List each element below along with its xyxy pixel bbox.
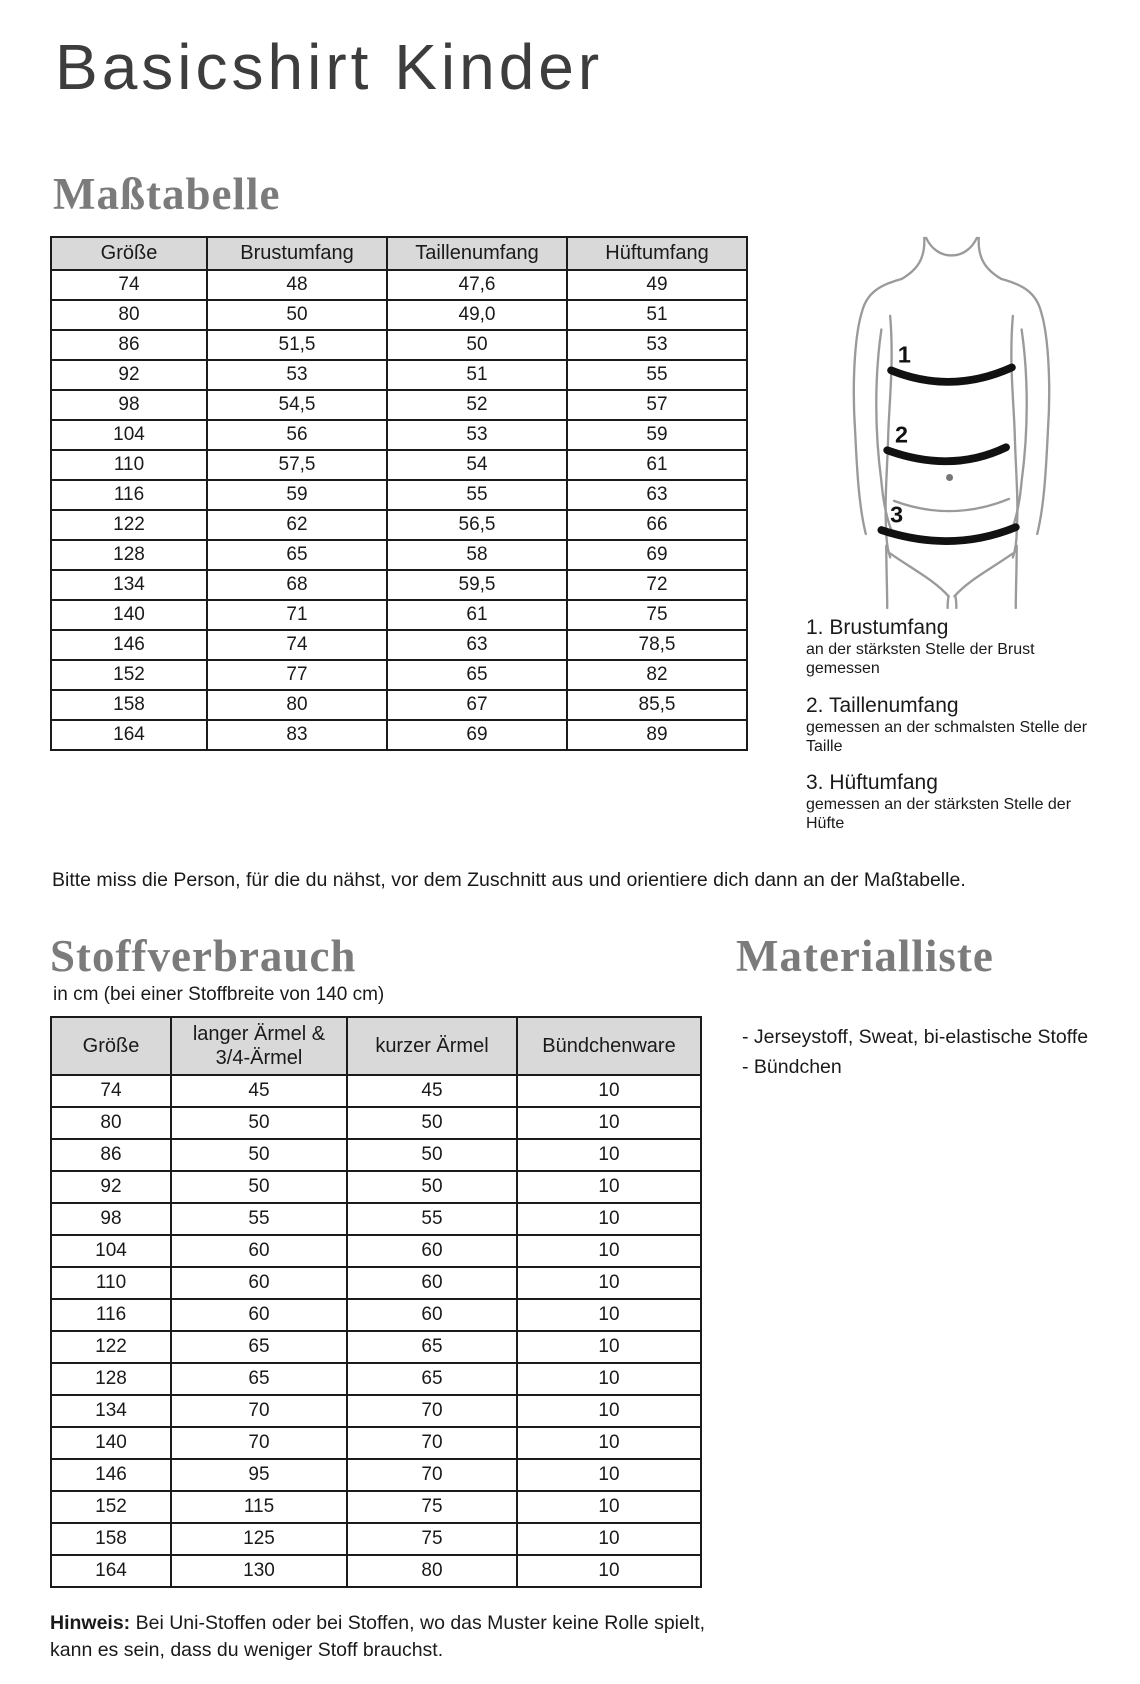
table-cell: 55 bbox=[387, 480, 567, 510]
table-cell: 10 bbox=[517, 1523, 701, 1555]
table-cell: 60 bbox=[171, 1299, 347, 1331]
table-cell: 60 bbox=[171, 1267, 347, 1299]
table-cell: 66 bbox=[567, 510, 747, 540]
table-cell: 70 bbox=[171, 1427, 347, 1459]
table-cell: 67 bbox=[387, 690, 567, 720]
table-cell: 140 bbox=[51, 1427, 171, 1459]
table-cell: 48 bbox=[207, 270, 387, 300]
band-label-3: 3 bbox=[889, 501, 903, 528]
table-cell: 53 bbox=[207, 360, 387, 390]
column-header: Hüftumfang bbox=[567, 237, 747, 270]
table-cell: 86 bbox=[51, 1139, 171, 1171]
table-cell: 59 bbox=[207, 480, 387, 510]
table-row bbox=[51, 360, 747, 390]
material-list-column bbox=[736, 930, 1096, 1082]
table-cell: 85,5 bbox=[567, 690, 747, 720]
legend-item-hueftumfang bbox=[806, 771, 1106, 834]
table-cell: 50 bbox=[347, 1107, 517, 1139]
table-cell: 60 bbox=[347, 1267, 517, 1299]
legend-title: 2. Taillenumfang bbox=[806, 693, 959, 717]
table-row bbox=[51, 630, 747, 660]
section-heading-stoffverbrauch: Stoffverbrauch bbox=[50, 930, 357, 981]
body-measurement-illustration bbox=[829, 236, 1074, 608]
fabric-usage-subtitle: in cm (bei einer Stoffbreite von 140 cm) bbox=[53, 983, 385, 1005]
table-cell: 60 bbox=[347, 1299, 517, 1331]
table-cell: 10 bbox=[517, 1363, 701, 1395]
table-cell: 69 bbox=[567, 540, 747, 570]
table-cell: 53 bbox=[567, 330, 747, 360]
table-row bbox=[51, 690, 747, 720]
table-row bbox=[51, 1299, 701, 1331]
table-cell: 10 bbox=[517, 1427, 701, 1459]
table-cell: 92 bbox=[51, 1171, 171, 1203]
fabric-usage-table-header bbox=[51, 1017, 701, 1075]
table-cell: 65 bbox=[207, 540, 387, 570]
table-cell: 80 bbox=[207, 690, 387, 720]
table-cell: 10 bbox=[517, 1331, 701, 1363]
table-cell: 50 bbox=[207, 300, 387, 330]
table-cell: 45 bbox=[171, 1075, 347, 1107]
table-cell: 10 bbox=[517, 1107, 701, 1139]
column-header: Größe bbox=[51, 1017, 171, 1075]
hinweis-label: Hinweis: bbox=[50, 1611, 131, 1634]
legend-description: an der stärksten Stelle der Brust gemessen bbox=[806, 641, 1035, 678]
table-cell: 74 bbox=[207, 630, 387, 660]
table-cell: 10 bbox=[517, 1459, 701, 1491]
table-row bbox=[51, 570, 747, 600]
legend-description: gemessen an der stärksten Stelle der Hüfte bbox=[806, 796, 1072, 833]
table-row bbox=[51, 1235, 701, 1267]
table-cell: 83 bbox=[207, 720, 387, 750]
size-table-body bbox=[51, 270, 747, 750]
page-title: Basicshirt Kinder bbox=[55, 31, 604, 103]
table-cell: 158 bbox=[51, 1523, 171, 1555]
table-cell: 115 bbox=[171, 1491, 347, 1523]
table-cell: 10 bbox=[517, 1075, 701, 1107]
fabric-usage-table-body bbox=[51, 1075, 701, 1587]
column-header: Taillenumfang bbox=[387, 237, 567, 270]
table-row bbox=[51, 600, 747, 630]
table-cell: 10 bbox=[517, 1555, 701, 1587]
table-cell: 128 bbox=[51, 540, 207, 570]
fabric-usage-table bbox=[50, 1016, 702, 1588]
table-row bbox=[51, 1491, 701, 1523]
table-row bbox=[51, 1459, 701, 1491]
table-row bbox=[51, 1331, 701, 1363]
table-row bbox=[51, 720, 747, 750]
column-header: Brustumfang bbox=[207, 237, 387, 270]
hinweis-note bbox=[50, 1610, 742, 1665]
table-cell: 104 bbox=[51, 1235, 171, 1267]
table-cell: 116 bbox=[51, 480, 207, 510]
table-cell: 10 bbox=[517, 1171, 701, 1203]
table-cell: 55 bbox=[347, 1203, 517, 1235]
lower-section bbox=[0, 930, 1140, 1684]
table-cell: 10 bbox=[517, 1267, 701, 1299]
table-cell: 50 bbox=[347, 1171, 517, 1203]
table-cell: 82 bbox=[567, 660, 747, 690]
table-cell: 95 bbox=[171, 1459, 347, 1491]
fabric-usage-column bbox=[50, 930, 710, 1684]
table-cell: 60 bbox=[347, 1235, 517, 1267]
table-cell: 54,5 bbox=[207, 390, 387, 420]
table-row bbox=[51, 1139, 701, 1171]
legend-title: 1. Brustumfang bbox=[806, 616, 949, 639]
table-cell: 152 bbox=[51, 660, 207, 690]
hip-measure-band bbox=[881, 527, 1015, 541]
table-cell: 104 bbox=[51, 420, 207, 450]
table-row bbox=[51, 390, 747, 420]
table-cell: 65 bbox=[387, 660, 567, 690]
table-cell: 50 bbox=[387, 330, 567, 360]
table-row bbox=[51, 1395, 701, 1427]
table-cell: 50 bbox=[171, 1171, 347, 1203]
table-cell: 58 bbox=[387, 540, 567, 570]
measurement-section bbox=[0, 236, 1140, 849]
size-table-header bbox=[51, 237, 747, 270]
table-cell: 60 bbox=[171, 1235, 347, 1267]
band-label-1: 1 bbox=[897, 341, 911, 368]
table-cell: 98 bbox=[51, 390, 207, 420]
column-header: kurzer Ärmel bbox=[347, 1017, 517, 1075]
table-cell: 80 bbox=[51, 1107, 171, 1139]
table-cell: 80 bbox=[347, 1555, 517, 1587]
table-cell: 50 bbox=[171, 1139, 347, 1171]
table-cell: 10 bbox=[517, 1491, 701, 1523]
header-row bbox=[51, 237, 747, 270]
table-cell: 62 bbox=[207, 510, 387, 540]
table-cell: 63 bbox=[567, 480, 747, 510]
table-row bbox=[51, 1107, 701, 1139]
table-cell: 51,5 bbox=[207, 330, 387, 360]
table-cell: 10 bbox=[517, 1203, 701, 1235]
table-cell: 75 bbox=[347, 1523, 517, 1555]
table-row bbox=[51, 450, 747, 480]
table-row bbox=[51, 1363, 701, 1395]
table-cell: 110 bbox=[51, 450, 207, 480]
table-row bbox=[51, 510, 747, 540]
table-cell: 10 bbox=[517, 1235, 701, 1267]
legend-description: gemessen an der schmalsten Stelle der Taille bbox=[806, 718, 1088, 755]
table-cell: 57 bbox=[567, 390, 747, 420]
table-cell: 69 bbox=[387, 720, 567, 750]
table-row bbox=[51, 300, 747, 330]
table-cell: 146 bbox=[51, 630, 207, 660]
waist-measure-band bbox=[887, 447, 1006, 461]
table-cell: 65 bbox=[171, 1363, 347, 1395]
table-row bbox=[51, 1203, 701, 1235]
measurement-note: Bitte miss die Person, für die du nähst, vor dem Zuschnitt aus und orientiere dich dann an der Maßtabelle. bbox=[52, 868, 966, 891]
table-row bbox=[51, 1555, 701, 1587]
table-cell: 86 bbox=[51, 330, 207, 360]
band-label-2: 2 bbox=[894, 421, 908, 448]
table-cell: 70 bbox=[347, 1427, 517, 1459]
table-cell: 134 bbox=[51, 1395, 171, 1427]
table-cell: 110 bbox=[51, 1267, 171, 1299]
legend-title: 3. Hüftumfang bbox=[806, 771, 938, 795]
table-cell: 80 bbox=[51, 300, 207, 330]
material-list-item: - Bündchen bbox=[742, 1055, 842, 1078]
table-cell: 128 bbox=[51, 1363, 171, 1395]
material-list-item: - Jerseystoff, Sweat, bi-elastische Stoffe bbox=[742, 1025, 1089, 1048]
table-cell: 10 bbox=[517, 1299, 701, 1331]
table-cell: 56 bbox=[207, 420, 387, 450]
table-cell: 116 bbox=[51, 1299, 171, 1331]
table-row bbox=[51, 1171, 701, 1203]
table-cell: 164 bbox=[51, 720, 207, 750]
legend-item-taillenumfang bbox=[806, 694, 1106, 757]
table-cell: 59 bbox=[567, 420, 747, 450]
table-cell: 56,5 bbox=[387, 510, 567, 540]
table-cell: 70 bbox=[347, 1459, 517, 1491]
navel-dot bbox=[946, 474, 953, 481]
table-cell: 74 bbox=[51, 270, 207, 300]
column-header: langer Ärmel & 3/4-Ärmel bbox=[171, 1017, 347, 1075]
table-cell: 134 bbox=[51, 570, 207, 600]
measurement-legend bbox=[796, 616, 1106, 834]
table-cell: 49 bbox=[567, 270, 747, 300]
table-cell: 125 bbox=[171, 1523, 347, 1555]
table-cell: 158 bbox=[51, 690, 207, 720]
table-cell: 52 bbox=[387, 390, 567, 420]
table-cell: 65 bbox=[347, 1331, 517, 1363]
table-cell: 75 bbox=[567, 600, 747, 630]
table-row bbox=[51, 1427, 701, 1459]
table-cell: 51 bbox=[567, 300, 747, 330]
table-cell: 50 bbox=[347, 1139, 517, 1171]
table-cell: 63 bbox=[387, 630, 567, 660]
chest-measure-band bbox=[891, 367, 1012, 381]
table-cell: 55 bbox=[171, 1203, 347, 1235]
table-cell: 55 bbox=[567, 360, 747, 390]
table-cell: 49,0 bbox=[387, 300, 567, 330]
table-row bbox=[51, 420, 747, 450]
table-cell: 140 bbox=[51, 600, 207, 630]
table-cell: 61 bbox=[567, 450, 747, 480]
table-cell: 77 bbox=[207, 660, 387, 690]
table-cell: 78,5 bbox=[567, 630, 747, 660]
table-cell: 59,5 bbox=[387, 570, 567, 600]
section-heading-masstabelle: Maßtabelle bbox=[53, 169, 281, 219]
table-row bbox=[51, 270, 747, 300]
table-cell: 152 bbox=[51, 1491, 171, 1523]
table-cell: 57,5 bbox=[207, 450, 387, 480]
table-cell: 47,6 bbox=[387, 270, 567, 300]
table-cell: 164 bbox=[51, 1555, 171, 1587]
table-row bbox=[51, 330, 747, 360]
table-cell: 70 bbox=[347, 1395, 517, 1427]
table-row bbox=[51, 540, 747, 570]
table-row bbox=[51, 1267, 701, 1299]
table-cell: 130 bbox=[171, 1555, 347, 1587]
section-heading-materialliste: Materialliste bbox=[736, 930, 994, 981]
size-table bbox=[50, 236, 748, 751]
table-row bbox=[51, 1075, 701, 1107]
table-cell: 71 bbox=[207, 600, 387, 630]
table-cell: 146 bbox=[51, 1459, 171, 1491]
material-list bbox=[736, 1022, 1096, 1082]
table-cell: 61 bbox=[387, 600, 567, 630]
table-cell: 10 bbox=[517, 1139, 701, 1171]
measurement-figure-column bbox=[796, 236, 1106, 849]
table-cell: 50 bbox=[171, 1107, 347, 1139]
table-cell: 89 bbox=[567, 720, 747, 750]
hinweis-text: Bei Uni-Stoffen oder bei Stoffen, wo das Muster keine Rolle spielt, kann es sein, dass du weniger Stoff brauchst. bbox=[50, 1611, 706, 1661]
table-cell: 122 bbox=[51, 1331, 171, 1363]
table-cell: 45 bbox=[347, 1075, 517, 1107]
table-cell: 122 bbox=[51, 510, 207, 540]
table-cell: 98 bbox=[51, 1203, 171, 1235]
table-cell: 68 bbox=[207, 570, 387, 600]
table-cell: 10 bbox=[517, 1395, 701, 1427]
table-cell: 74 bbox=[51, 1075, 171, 1107]
column-header: Größe bbox=[51, 237, 207, 270]
table-cell: 51 bbox=[387, 360, 567, 390]
header-row bbox=[51, 1017, 701, 1075]
table-cell: 53 bbox=[387, 420, 567, 450]
table-cell: 75 bbox=[347, 1491, 517, 1523]
table-row bbox=[51, 480, 747, 510]
table-cell: 65 bbox=[171, 1331, 347, 1363]
table-row bbox=[51, 1523, 701, 1555]
table-cell: 54 bbox=[387, 450, 567, 480]
table-cell: 65 bbox=[347, 1363, 517, 1395]
legend-item-brustumfang bbox=[806, 616, 1106, 679]
table-row bbox=[51, 660, 747, 690]
table-cell: 92 bbox=[51, 360, 207, 390]
column-header: Bündchenware bbox=[517, 1017, 701, 1075]
table-cell: 70 bbox=[171, 1395, 347, 1427]
table-cell: 72 bbox=[567, 570, 747, 600]
